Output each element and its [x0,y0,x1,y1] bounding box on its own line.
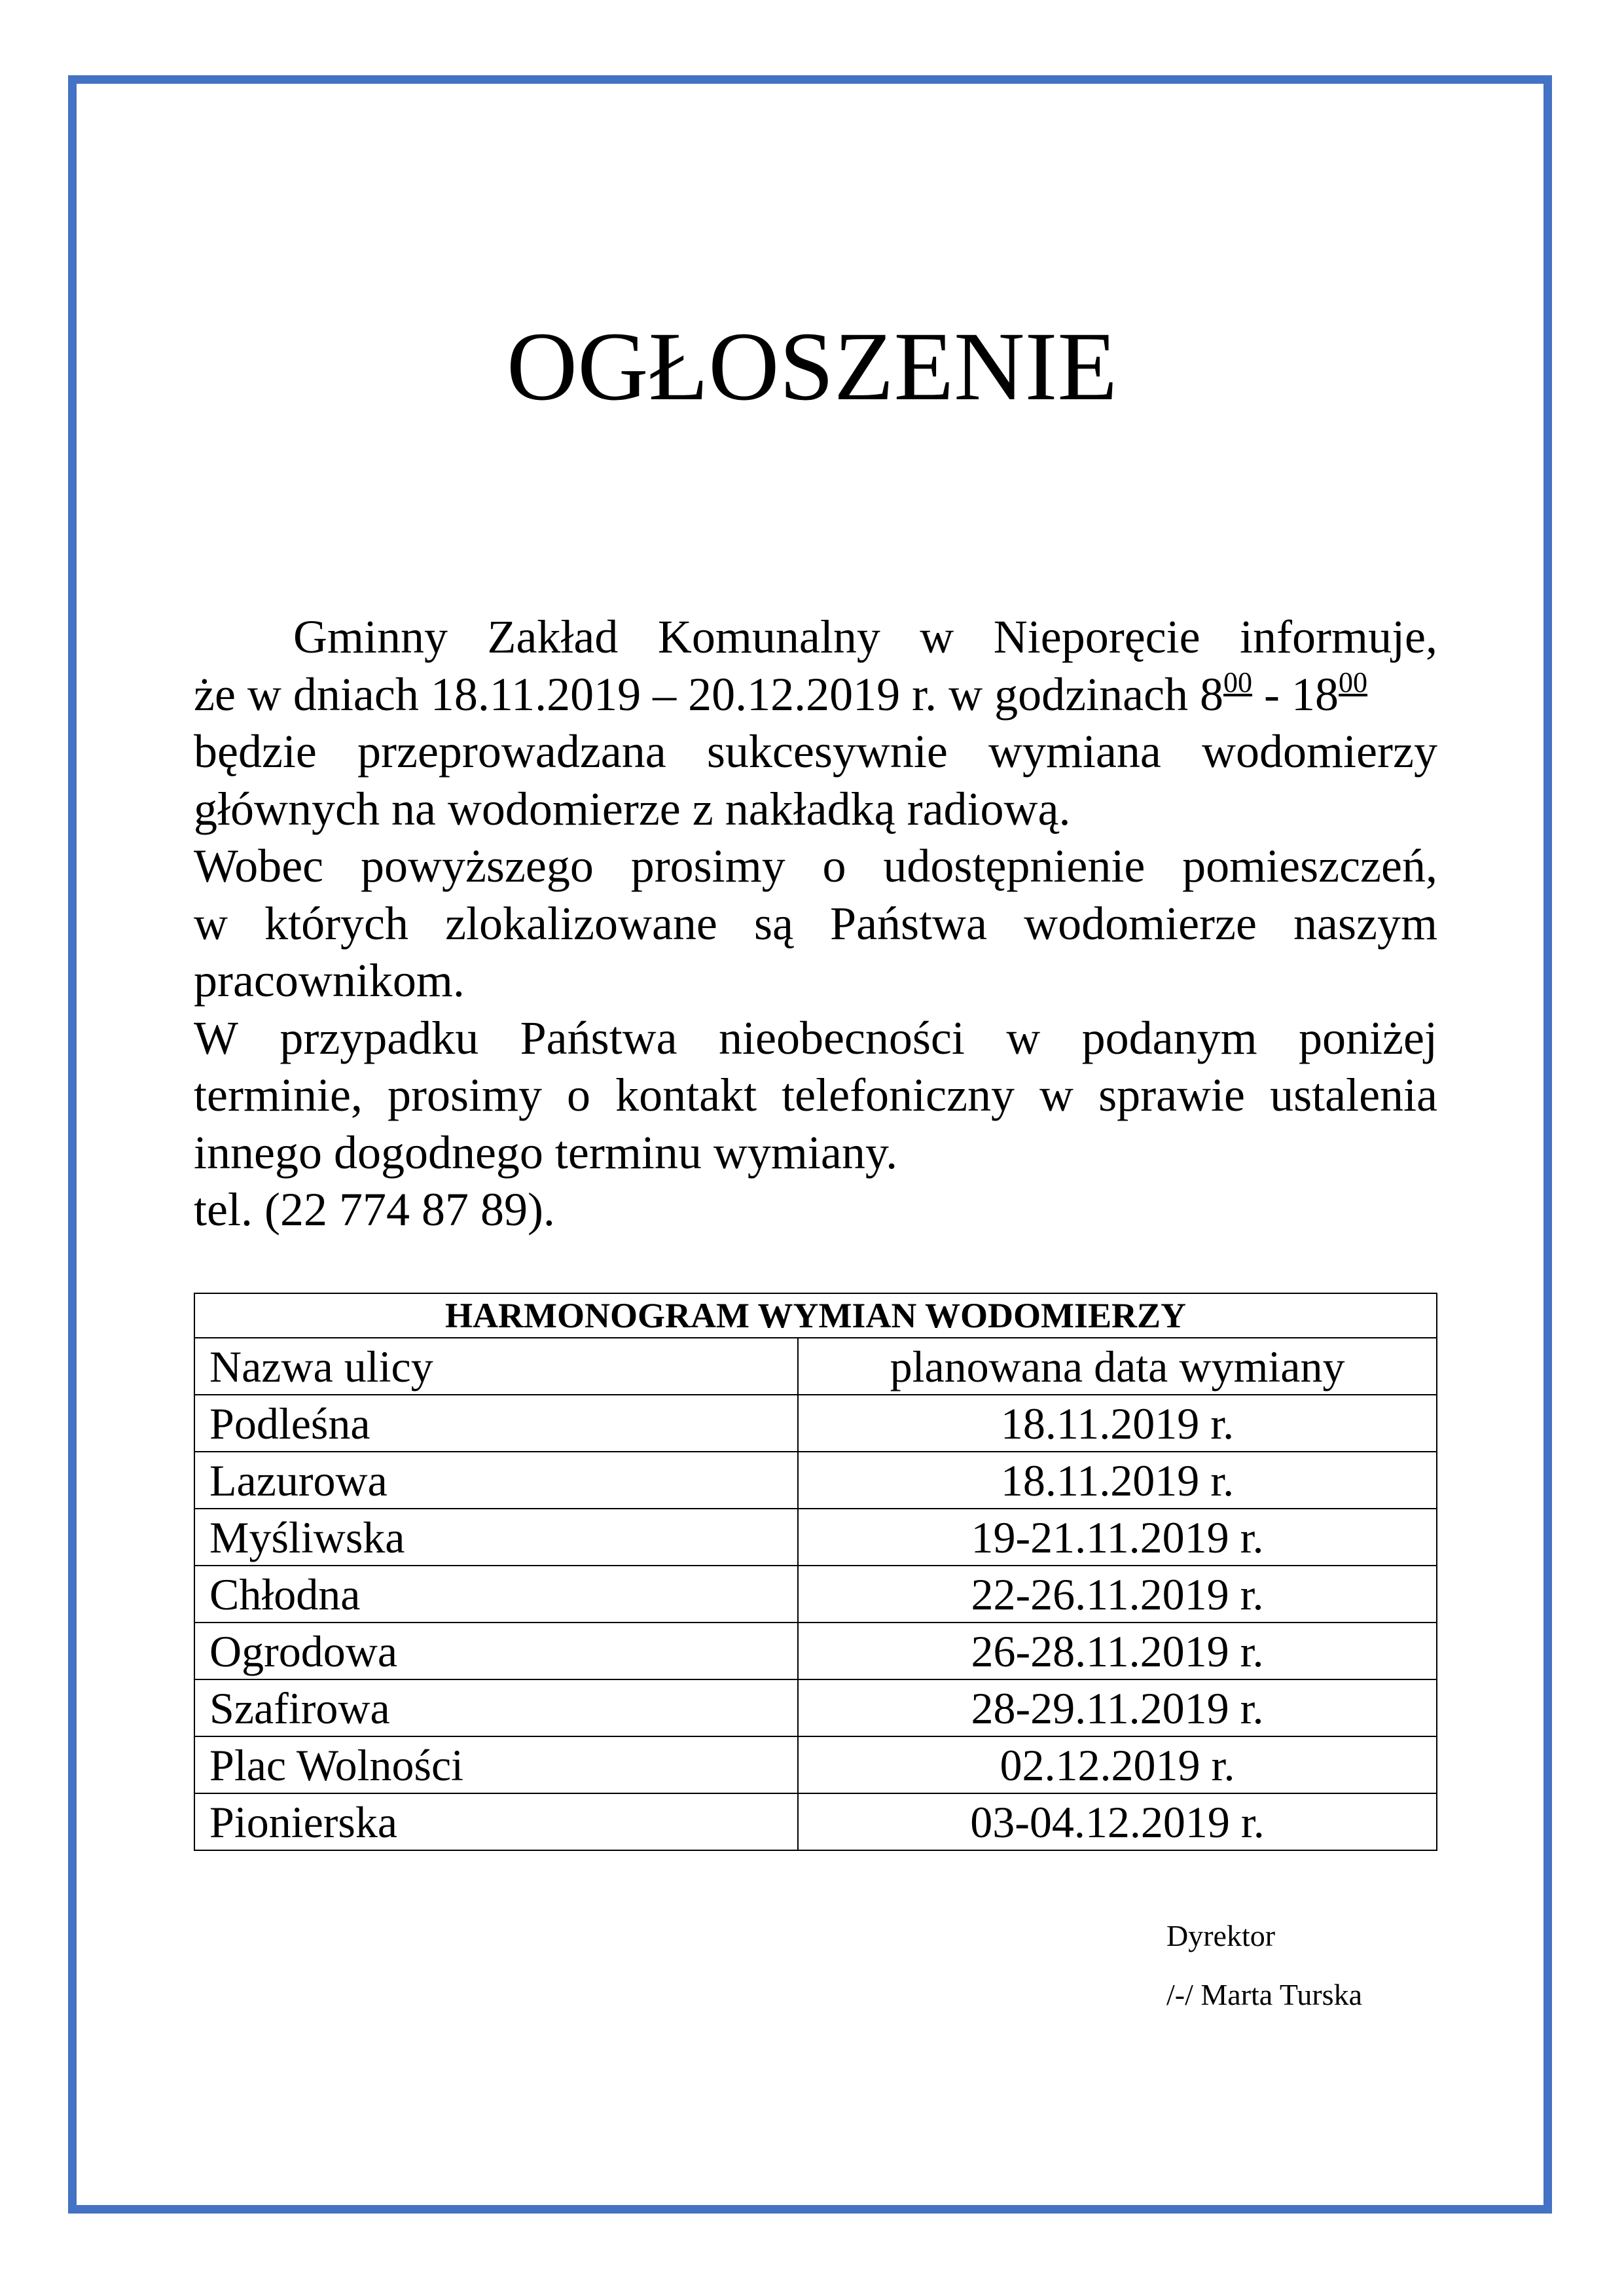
street-name-cell: Podleśna [194,1395,798,1452]
street-name-cell: Szafirowa [194,1679,798,1736]
justified-line [194,838,1437,895]
word: prosimy [387,1069,542,1121]
header-planned-date: planowana data wymiany [798,1338,1437,1395]
paragraph-announcement [194,609,1437,838]
planned-date-cell: 18.11.2019 r. [798,1395,1437,1452]
hour-start-superscript: 00 [1223,666,1253,698]
street-name-cell: Ogrodowa [194,1623,798,1679]
word: powyższego [360,840,594,892]
word: będzie [194,725,317,778]
schedule-table [194,1293,1437,1851]
word: w [1039,1069,1074,1121]
word: w [194,897,228,950]
word: poniżej [1299,1011,1437,1064]
schedule-caption-row [194,1293,1437,1338]
phone-number [194,1181,1437,1239]
word: o [567,1069,591,1121]
word: Państwa [520,1011,677,1064]
word: ustalenia [1270,1069,1437,1121]
word: przeprowadzana [357,725,666,778]
word: Państwa [830,897,988,950]
table-row [194,1623,1437,1679]
table-row [194,1395,1437,1452]
word: sprawie [1098,1069,1246,1121]
signature-role: Dyrektor [1166,1919,1276,1952]
planned-date-cell: 18.11.2019 r. [798,1452,1437,1509]
word: Nieporęcie [993,611,1200,663]
street-name-cell: Myśliwska [194,1509,798,1566]
justified-line [194,895,1437,953]
notice-body [194,609,1437,1239]
planned-date-cell: 02.12.2019 r. [798,1736,1437,1793]
word: kontakt [615,1069,757,1121]
street-name-cell: Chłodna [194,1566,798,1623]
notice-title: OGŁOSZENIE [506,312,1118,421]
schedule-header-row [194,1338,1437,1395]
table-row [194,1509,1437,1566]
paragraph-last-line: głównych na wodomierze z nakładką radiową. [194,782,1071,835]
header-street-name: Nazwa ulicy [194,1338,798,1395]
planned-date-cell: 03-04.12.2019 r. [798,1793,1437,1850]
justified-line [194,1010,1437,1067]
paragraph-contact [194,1010,1437,1182]
word: udostępnienie [883,840,1146,892]
dates-hours-line [194,666,1437,724]
justified-line [194,609,1437,666]
word: Komunalny [657,611,880,663]
dates-hours-text: że w dniach 18.11.2019 – 20.12.2019 r. w godzinach $8^{00} - 18^{00}$ [194,666,1368,721]
planned-date-cell: 22-26.11.2019 r. [798,1566,1437,1623]
word: wodomierze [1024,897,1257,950]
planned-date-cell: 26-28.11.2019 r. [798,1623,1437,1679]
word: w [920,611,954,663]
table-row [194,1679,1437,1736]
word: podanym [1081,1011,1257,1064]
word: wymiana [988,725,1161,778]
word: przypadku [280,1011,479,1064]
word: zlokalizowane [445,897,717,950]
word: Wobec [194,840,324,892]
word: wodomierzy [1202,725,1437,778]
word: naszym [1293,897,1437,950]
table-row [194,1566,1437,1623]
street-name-cell: Plac Wolności [194,1736,798,1793]
table-row [194,1452,1437,1509]
table-row [194,1793,1437,1850]
street-name-cell: Pionierska [194,1793,798,1850]
justified-line [194,1067,1437,1124]
word: Gminny [293,611,448,663]
word: których [264,897,409,950]
word: prosimy [630,840,785,892]
paragraph-last-line: pracownikom. [194,954,465,1007]
word: W [194,1011,238,1064]
word: informuje, [1240,611,1437,663]
planned-date-cell: 28-29.11.2019 r. [798,1679,1437,1736]
paragraph-last-line: innego dogodnego terminu wymiany. [194,1126,898,1179]
phone-line: tel. (22 774 87 89). [194,1183,555,1236]
justified-line [194,723,1437,781]
schedule-caption: HARMONOGRAM WYMIAN WODOMIERZY [194,1293,1437,1338]
schedule-body [194,1338,1437,1850]
word: Zakład [487,611,619,663]
table-row [194,1736,1437,1793]
word: pomieszczeń, [1182,840,1437,892]
planned-date-cell: 19-21.11.2019 r. [798,1509,1437,1566]
signature-name: /-/ Marta Turska [1166,1978,1362,2011]
word: terminie, [194,1069,363,1121]
word: sukcesywnie [706,725,948,778]
word: nieobecności [719,1011,965,1064]
paragraph-request-access [194,838,1437,1010]
word: telefoniczny [782,1069,1015,1121]
street-name-cell: Lazurowa [194,1452,798,1509]
word: o [822,840,846,892]
word: w [1006,1011,1041,1064]
hour-end-superscript: 00 [1339,666,1368,698]
word: są [753,897,793,950]
